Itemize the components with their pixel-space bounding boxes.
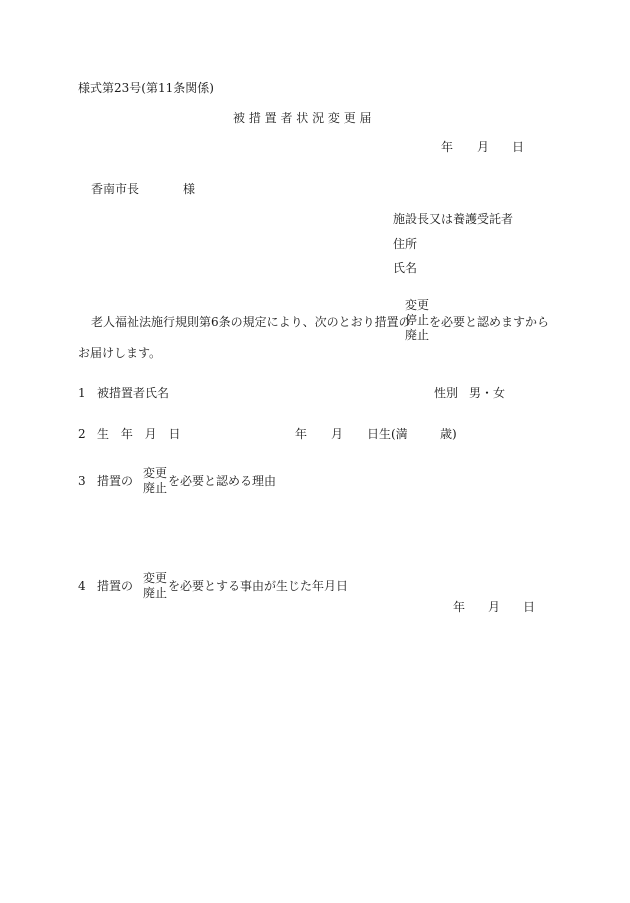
item-3-option-abolish: 廃止 — [143, 481, 168, 495]
item-2-day-born-label: 日生(満 — [367, 427, 408, 441]
item-1-number: 1 — [78, 386, 86, 400]
addressee-name: 香南市長 — [91, 182, 140, 196]
item-3-option-change: 変更 — [143, 466, 168, 480]
date-month-label: 月 — [477, 140, 490, 154]
body-options — [405, 298, 429, 343]
item-4-prefix: 措置の — [97, 579, 134, 593]
document-title: 被 措 置 者 状 況 変 更 届 — [233, 111, 372, 125]
applicant-address-label: 住所 — [393, 237, 418, 251]
item-4-month-label: 月 — [488, 600, 501, 614]
item-2-number: 2 — [78, 427, 86, 441]
item-3-prefix: 措置の — [97, 474, 134, 488]
item-1-label: 被措置者氏名 — [97, 386, 170, 400]
body-text-before: 老人福祉法施行規則第6条の規定により、次のとおり措置の — [91, 315, 411, 329]
addressee-honorific: 様 — [183, 182, 196, 196]
item-3-number: 3 — [78, 474, 86, 488]
item-2-month-label: 月 — [331, 427, 344, 441]
body-option-change: 変更 — [405, 298, 430, 312]
item-3-suffix: を必要と認める理由 — [168, 474, 277, 488]
item-2-age-label: 歳) — [440, 427, 457, 441]
item-1-gender-label: 性別 — [434, 386, 459, 400]
date-year-label: 年 — [441, 140, 454, 154]
item-2-label: 生 年 月 日 — [97, 427, 185, 441]
applicant-role: 施設長又は養護受託者 — [393, 212, 514, 226]
body-closing: お届けします。 — [78, 346, 162, 360]
item-1-gender-options: 男・女 — [469, 386, 506, 400]
item-4-option-change: 変更 — [143, 571, 168, 585]
item-4-number: 4 — [78, 579, 86, 593]
body-option-stop: 停止 — [405, 313, 430, 327]
body-option-abolish: 廃止 — [405, 328, 430, 342]
item-3-options — [143, 466, 167, 496]
date-day-label: 日 — [512, 140, 525, 154]
applicant-name-label: 氏名 — [393, 261, 418, 275]
item-4-suffix: を必要とする事由が生じた年月日 — [168, 579, 349, 593]
form-number: 様式第23号(第11条関係) — [78, 81, 214, 95]
item-4-day-label: 日 — [523, 600, 536, 614]
item-4-option-abolish: 廃止 — [143, 586, 168, 600]
item-4-options — [143, 571, 167, 601]
body-text-after: を必要と認めますから — [429, 315, 550, 329]
item-4-year-label: 年 — [453, 600, 466, 614]
item-2-year-label: 年 — [295, 427, 308, 441]
